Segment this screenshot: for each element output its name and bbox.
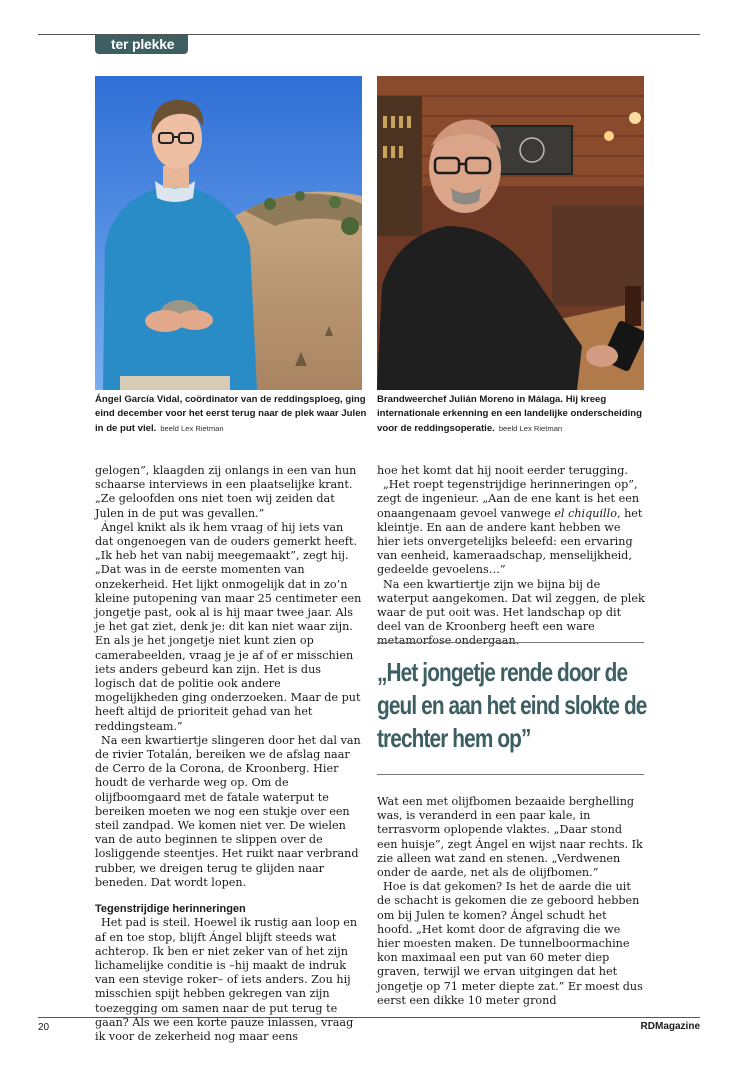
caption-left-subject: Ángel García Vidal	[95, 394, 180, 405]
right-paragraph-5: Hoe is dat gekomen? Is het de aarde die uit de schacht is gekomen die ze geboord hebben om bij Julen te komen? Ángel schudt het hoofd. „Het komt door de afgraving die we hier moesten maken. De tunnelboormachine kon maximaal een put van 60 meter diep graven, terwijl we ervan uitgingen dat het jongetje op 71 meter diepte zat.” Er moest dus eerst een dikke 10 meter grond	[377, 880, 643, 1007]
right-paragraph-2-italic: el chiquillo	[554, 506, 617, 520]
article-column-right-bottom	[377, 795, 645, 1008]
pullquote-rule-top	[377, 642, 644, 643]
left-paragraph-3: Na een kwartiertje slingeren door het dal van de rivier Totalán, bereiken we de afslag naar de Cerro de la Corona, de Kroonberg. Hier houdt de verharde weg op. Om de olijfboomgaard met de fatale waterput te bereiken moeten we nog een stukje over een steil zandpad. We komen niet ver. De wielen van de auto beginnen te slippen over de losliggende steentjes. Het ruikt naar verbrand rubber, we dreigen terug te glijden naar beneden. Dat wordt lopen.	[95, 733, 361, 889]
subheading: Tegenstrijdige herinneringen	[95, 903, 246, 916]
photo-caption-left	[95, 393, 367, 436]
section-tag: ter plekke	[95, 35, 188, 54]
right-paragraph-2-start: „Het roept tegenstrijdige herinneringen op”, zegt de ingenieur. „Aan de ene kant is het een onaangenaam gevoel vanwege	[377, 478, 640, 520]
page-number: 20	[38, 1022, 50, 1033]
article-column-left	[95, 464, 363, 1044]
caption-right-subject: Brandweerchef Julián Moreno in Málaga.	[377, 394, 564, 405]
right-paragraph-3: Na een kwartiertje zijn we bijna bij de waterput aangekomen. Dat wil zeggen, de plek waar de put ooit was. Het landschap op dit deel van de Kroonberg heeft een ware metamorfose ondergaan.	[377, 577, 645, 648]
bottom-rule	[38, 1017, 700, 1018]
photo-caption-right	[377, 393, 645, 436]
left-paragraph-1: gelogen”, klaagden zij onlangs in een van hun schaarse interviews in een plaatselijke krant. „Ze geloofden ons niet toen wij zeiden dat Julen in de put was gevallen.”	[95, 464, 357, 520]
caption-right-credit: beeld Lex Rietman	[498, 423, 563, 433]
caption-left-credit: beeld Lex Rietman	[160, 423, 224, 433]
caption-right-text: Hij kreeg internationale erkenning en een landelijke onderscheiding voor de reddingsoperatie.	[377, 394, 642, 434]
magazine-name: RDMagazine	[640, 1021, 700, 1032]
left-paragraph-2: Ángel knikt als ik hem vraag of hij iets van dat ongenoegen van de ouders gemerkt heeft. „Ik heb het van nabij meegemaakt”, zegt hij. „Dat was in de eerste momenten van onzekerheid. Het lijkt onmogelijk dat in zo’n kleine putopening van maar 25 centimeter een jongetje past, ook al is hij maar twee jaar. Als je het gat ziet, denk je: dit kan niet waar zijn. En als je het jongetje niet kunt zien op camerabeelden, vraag je je af of er misschien iets anders gebeurd kan zijn. Het is dus logisch dat de politie ook andere mogelijkheden ging onderzoeken. Maar de put heeft altijd de prioriteit gehad van het reddingsteam.”	[95, 520, 362, 733]
pullquote-rule-bottom	[377, 774, 644, 775]
right-paragraph-1: hoe het komt dat hij nooit eerder terugging.	[377, 464, 628, 477]
right-paragraph-4: Wat een met olijfbomen bezaaide berghelling was, is veranderd in een paar kale, in terrasvorm oplopende vlaktes. „Daar stond een huisje”, zegt Ángel en wijst naar rechts. Ik zie alleen wat zand en stenen. „Verdwenen onder de aarde, net als de olijfbomen.”	[377, 795, 643, 880]
left-paragraph-4: Het pad is steil. Hoewel ik rustig aan loop en af en toe stop, blijft Ángel blijft steeds wat achterop. Ik ben er niet zeker van of het zijn lichamelijke conditie is –hij maakt de indruk van een stevige roker– of iets anders. Zou hij misschien spijt hebben gekregen van zijn toezegging om samen naar de put terug te gaan? Als we een korte pauze inlassen, vraag ik voor de zekerheid nog maar eens	[95, 916, 358, 1043]
right-paragraph-2	[377, 478, 645, 577]
photo-angel-garcia-vidal	[95, 76, 362, 390]
pullquote: „Het jongetje rende door de geul en aan het eind slokte de trechter hem op”	[377, 657, 647, 753]
photo-julian-moreno	[377, 76, 644, 390]
article-column-right-top	[377, 464, 645, 649]
caption-left-text: , coördinator van de reddingsploeg, ging eind december voor het eerst terug naar de plek waar Julen in de put viel.	[95, 394, 367, 434]
right-paragraph-2-end: , het kleintje. En aan de andere kant hebben we hier iets onvergetelijks beleefd: een ervaring van eenheid, kameraadschap, menselijkheid, gedeelde gevoelens…”	[377, 506, 643, 577]
